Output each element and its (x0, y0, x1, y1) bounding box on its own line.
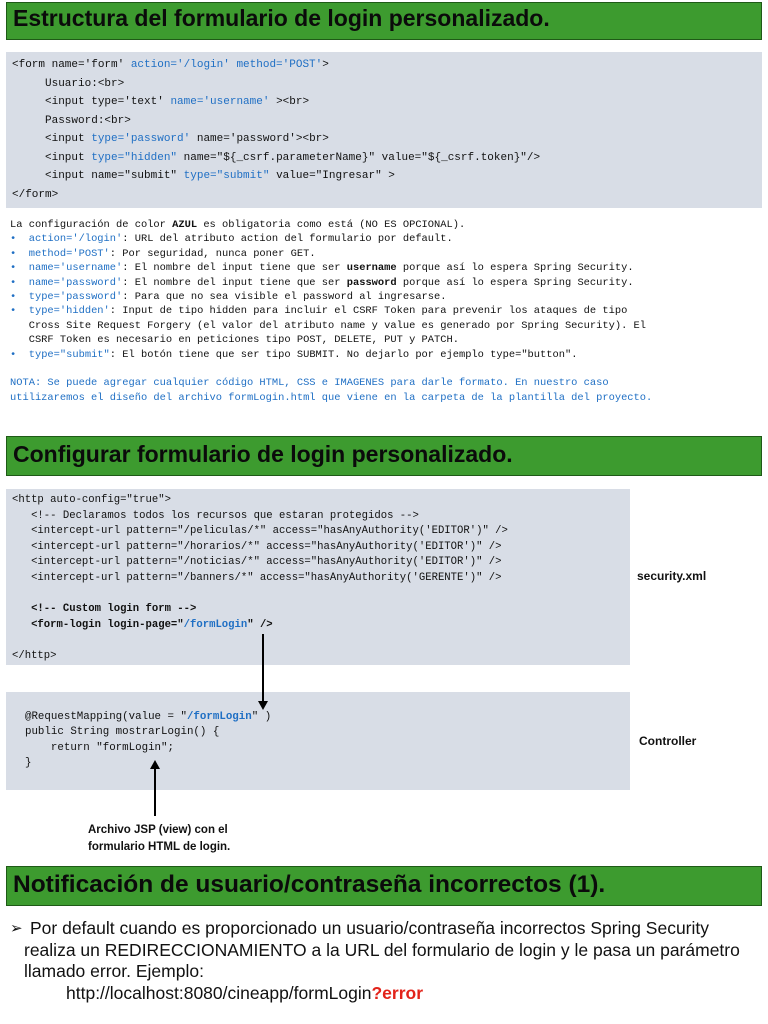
note-segment: CSRF Token es necesario en peticiones tipo POST, DELETE, PUT y PATCH. (10, 334, 459, 347)
note-segment: Cross Site Request Forgery (el valor del atributo name y value es generado por Spring Security). El (10, 319, 647, 332)
note-segment: : Para que no sea visible el password al ingresarse. (122, 290, 447, 303)
note-segment: : El nombre del input tiene que ser (122, 276, 347, 289)
note-segment: : El nombre del input tiene que ser (122, 262, 347, 275)
note-segment: es obligatoria como está (NO ES OPCIONAL). (197, 219, 466, 231)
form-code-line (12, 130, 329, 149)
note-line (10, 348, 760, 362)
note-line (10, 261, 760, 275)
note-segment: • (10, 233, 29, 246)
note-line (10, 376, 760, 390)
note-segment: • (10, 262, 29, 275)
security-xml-line-segment: <form-login login-page=" (12, 618, 184, 631)
form-code-line-segment: name='username' (170, 96, 270, 108)
jsp-view-label-line-1: Archivo JSP (view) con el (88, 824, 228, 836)
security-xml-line-segment: <intercept-url pattern="/peliculas/*" access="hasAnyAuthority('EDITOR')" /> (12, 525, 508, 538)
form-code-line-segment: > (322, 59, 329, 71)
note-line (10, 333, 760, 347)
note-segment: name='password' (28, 276, 123, 289)
form-code-line-segment: value="Ingresar" > (269, 170, 395, 182)
form-code-line-segment: Usuario:<br> (12, 77, 125, 90)
controller-code-line-segment: public String mostrarLogin() { (12, 726, 220, 739)
note-segment: : URL del atributo action del formulario por default. (122, 233, 453, 246)
controller-code-box (6, 692, 630, 790)
controller-code-line-segment: /formLogin (186, 711, 252, 723)
note-segment: utilizaremos el diseño del archivo formLogin.html que viene en la carpeta de la plantilla del proyecto. (10, 391, 653, 404)
note-segment: : Por seguridad, nunca poner GET. (109, 247, 316, 260)
security-xml-line (12, 649, 57, 665)
security-xml-line (12, 524, 508, 540)
note-segment: • (10, 305, 29, 318)
jsp-view-label (88, 822, 230, 856)
form-code-line-segment: <input type='text' (12, 96, 171, 108)
security-xml-line (12, 493, 171, 509)
security-xml-line-segment: <intercept-url pattern="/banners/*" access="hasAnyAuthority('GERENTE')" /> (12, 572, 502, 584)
section-title-banner-2 (6, 436, 762, 476)
controller-code-line-segment: } (12, 757, 32, 770)
form-code-line (12, 75, 124, 94)
form-code-line-segment: ><br> (269, 96, 310, 108)
security-xml-line-segment: <!-- Custom login form --> (12, 603, 197, 616)
security-xml-line-segment: </http> (12, 650, 57, 662)
note-segment: type='password' (28, 290, 123, 303)
security-xml-line-segment: <intercept-url pattern="/noticias/*" access="hasAnyAuthority('EDITOR')" /> (12, 556, 502, 569)
note-segment: : El botón tiene que ser tipo SUBMIT. No dejarlo por ejemplo type="button". (109, 348, 578, 361)
form-code-line (12, 56, 329, 75)
note-segment: porque así lo espera Spring Security. (396, 262, 634, 275)
note-segment: username (346, 262, 397, 275)
note-line (10, 232, 760, 246)
security-xml-line (12, 618, 273, 634)
security-xml-line (12, 555, 502, 571)
form-code-line-segment: <input (12, 133, 92, 145)
controller-code-line (12, 741, 174, 756)
form-code-line (12, 149, 540, 168)
section-title-2: Configurar formulario de login personalizado. (13, 441, 513, 467)
controller-code-line-segment: " ) (251, 711, 272, 723)
form-code-line-segment: </form> (12, 188, 59, 201)
note-line (10, 247, 760, 261)
form-code-line (12, 167, 395, 186)
note-line (10, 304, 760, 318)
section-title-banner-3 (6, 866, 762, 906)
form-code-line-segment: type='password' (91, 133, 191, 145)
note-segment: • (10, 290, 29, 303)
note-segment: • (10, 276, 29, 289)
security-xml-line-segment: /formLogin (183, 618, 248, 631)
form-code-line (12, 112, 131, 131)
controller-code-line-segment: return "formLogin"; (12, 741, 174, 754)
note-segment: porque así lo espera Spring Security. (396, 276, 634, 289)
form-code-line-segment: <input name="submit" (12, 170, 184, 182)
example-url-error-param: ?error (371, 982, 424, 1003)
note-segment: name='username' (28, 262, 123, 275)
note-line (10, 276, 760, 290)
form-notes (10, 218, 760, 405)
security-xml-label: security.xml (637, 569, 707, 583)
note-segment: • (10, 348, 29, 361)
section-title-1: Estructura del formulario de login personalizado. (13, 5, 550, 31)
form-code-line-segment: type="hidden" (91, 151, 178, 164)
form-code-line-segment: Password:<br> (12, 114, 131, 127)
arrow-bullet-icon: ➢ (10, 919, 23, 937)
security-xml-line-segment: <intercept-url pattern="/horarios/*" access="hasAnyAuthority('EDITOR')" /> (12, 540, 502, 553)
note-segment: NOTA: Se puede agregar cualquier código HTML, CSS e IMAGENES para darle formato. En nuestro caso (10, 377, 609, 390)
note-line (10, 362, 760, 376)
arrow-line-up (154, 768, 156, 816)
section-title-3: Notificación de usuario/contraseña incorrectos (1). (13, 871, 606, 898)
form-code-line (12, 186, 58, 205)
note-segment: : Input de tipo hidden para incluir el CSRF Token para prevenir los ataques de tipo (109, 305, 628, 318)
note-segment: method='POST' (28, 247, 110, 260)
note-line (10, 319, 760, 333)
form-code-line-segment: type="submit" (183, 170, 270, 182)
security-xml-line (12, 571, 502, 587)
note-line (10, 218, 760, 232)
bullet-text: Por default cuando es proporcionado un usuario/contraseña incorrectos Spring Security realiza un REDIRECCIONAMIENTO a la URL del formulario de login y le pasa un parámetro llamado error. Ejemplo: (24, 918, 740, 981)
controller-label: Controller (639, 734, 697, 748)
form-code-box (6, 52, 762, 208)
controller-code-line-segment: @RequestMapping(value = " (12, 711, 187, 723)
section-title-banner-1 (6, 2, 762, 40)
note-segment: action='/login' (28, 233, 123, 246)
arrow-line-down (262, 634, 264, 704)
form-code-line-segment: name='password'><br> (190, 133, 329, 145)
note-segment: AZUL (172, 219, 198, 231)
security-xml-line (12, 602, 196, 618)
security-xml-line-segment: <!-- Declaramos todos los recursos que estaran protegidos --> (12, 509, 419, 522)
security-xml-box (6, 489, 630, 665)
security-xml-line-segment: <http auto-config="true"> (12, 494, 171, 506)
security-xml-line (12, 540, 502, 556)
form-code-line-segment: name="${_csrf.parameterName}" value="${_csrf.token}"/> (177, 151, 541, 164)
example-url-base: http://localhost:8080/cineapp/formLogin (66, 982, 372, 1003)
note-segment: password (346, 276, 397, 289)
arrow-head-down-icon (258, 701, 268, 710)
jsp-view-label-line-2: formulario HTML de login. (88, 841, 231, 853)
example-url (10, 983, 750, 1005)
form-code-line (12, 93, 309, 112)
note-line (10, 290, 760, 304)
note-segment: La configuración de color (10, 219, 173, 231)
form-code-line-segment: <form name='form' (12, 59, 131, 71)
note-segment: type='hidden' (28, 305, 110, 318)
controller-code-line (12, 756, 31, 771)
security-xml-line-segment: " /> (247, 618, 273, 631)
security-xml-line (12, 509, 419, 525)
controller-code-line (12, 710, 271, 725)
note-segment: type="submit" (28, 348, 110, 361)
note-segment: • (10, 247, 29, 260)
form-code-line-segment: <input (12, 151, 92, 164)
note-line (10, 391, 760, 405)
controller-code-line (12, 725, 219, 740)
error-redirect-explanation (10, 918, 750, 1004)
form-code-line-segment: action='/login' method='POST' (130, 59, 323, 71)
